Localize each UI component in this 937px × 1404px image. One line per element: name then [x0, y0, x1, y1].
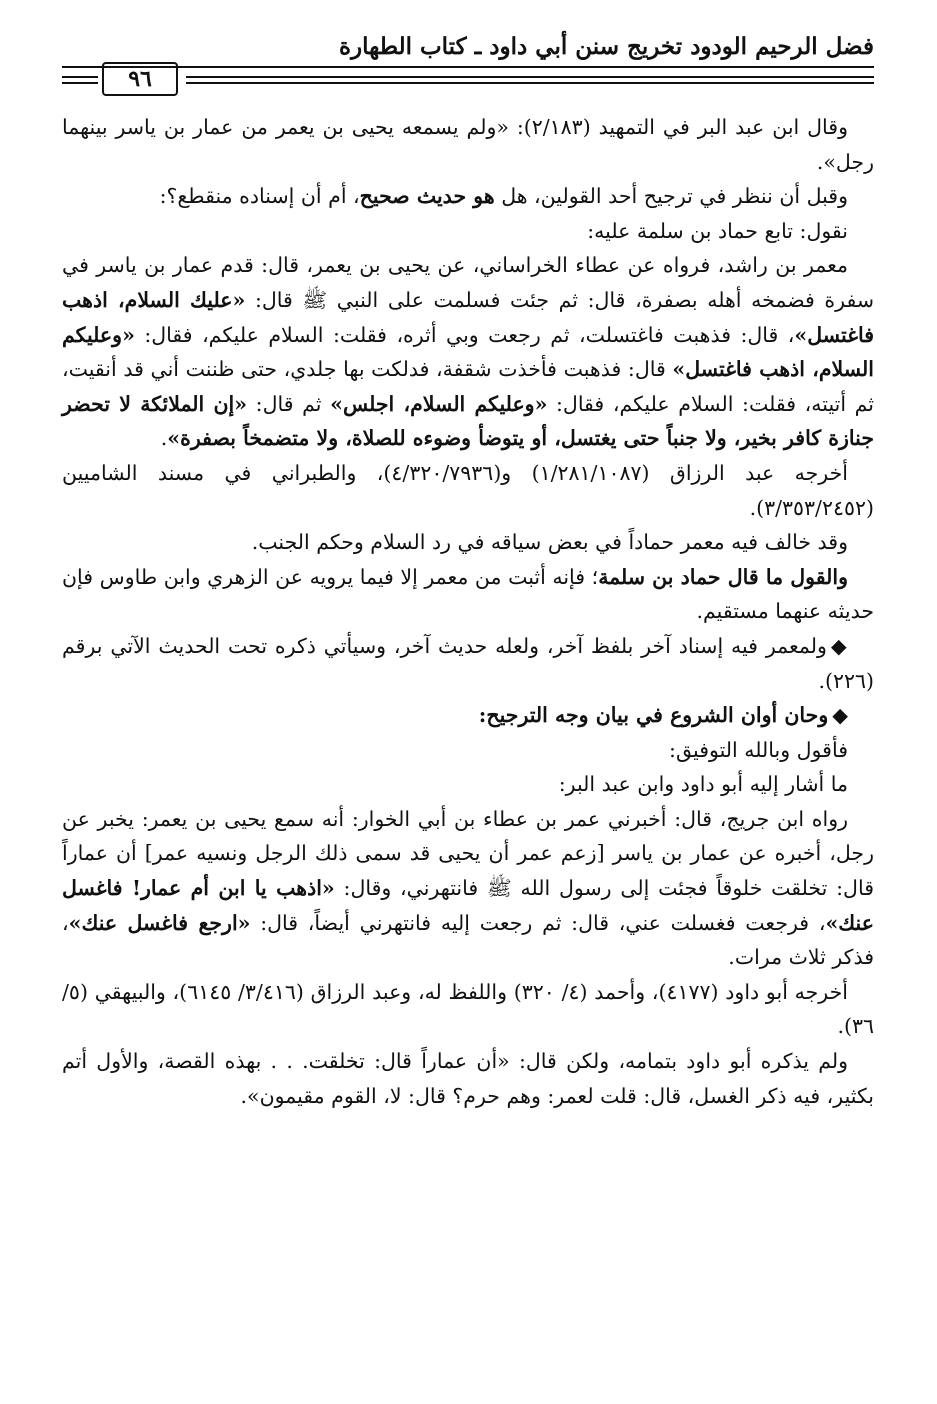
paragraph [62, 1044, 874, 1113]
bullet-mark-icon: ◆ [830, 633, 848, 658]
text-run: ، فذكر ثلاث مرات. [62, 910, 874, 970]
paragraph [62, 560, 874, 629]
text-run: أخرجه عبد الرزاق (١/٢٨١/١٠٨٧) و(٤/٣٢٠/٧٩٣٦)، والطبراني في مسند الشاميين (٣/٣٥٣/٢٤٥٢). [62, 460, 874, 520]
text-run: رواه ابن جريج، قال: أخبرني عمر بن عطاء بن أبي الخوار: أنه سمع يحيى بن يعمر: يخبر عن رجل، أخبره عن عمار بن ياسر [زعم عمر أن يحيى قد سمى ذلك الرجل ونسيه عمر] أن عماراً قال: تخلقت خلوقاً فجئت إلى رسول الله ﷺ فانتهرني، وقال: [62, 806, 874, 901]
text-run: ثم قال: [247, 391, 331, 416]
bold-text: هو حديث صحيح [359, 184, 495, 209]
text-run: أخرجه أبو داود (٤١٧٧)، وأحمد (٤/ ٣٢٠) واللفظ له، وعبد الرزاق (٣/٤١٦/ ٦١٤٥)، والبيهقي (٥/ ٣٦). [62, 979, 874, 1039]
paragraph [62, 110, 874, 179]
paragraph [62, 214, 874, 249]
text-run: ولم يذكره أبو داود بتمامه، ولكن قال: «أن عماراً قال: تخلقت. . . بهذه القصة، والأول أتم بكثير، فيه ذكر الغسل، قال: قلت لعمر: وهم حرم؟ قال: لا، القوم مقيمون». [62, 1049, 874, 1108]
text-run: نقول: تابع حماد بن سلمة عليه: [587, 218, 848, 243]
header-rule-right [186, 76, 874, 78]
text-run: ؛ فإنه أثبت من معمر إلا فيما يرويه عن الزهري وابن طاوس فإن حديثه عنهما مستقيم. [62, 564, 874, 624]
text-run: وقبل أن ننظر في ترجيح أحد القولين، هل [494, 184, 848, 209]
header-rule-left-2 [62, 82, 98, 84]
body-text [62, 110, 874, 1113]
bold-text: «عليك السلام، اذهب فاغتسل» [62, 287, 874, 347]
paragraph [62, 179, 874, 214]
paragraph [62, 456, 874, 525]
page-number: ٩٦ [128, 66, 152, 92]
page-header [62, 30, 874, 94]
text-run: فأقول وبالله التوفيق: [669, 737, 848, 762]
text-run: ما أشار إليه أبو داود وابن عبد البر: [558, 772, 848, 797]
bold-text: «ارجع فاغسل عنك» [68, 910, 251, 935]
text-run: ، أم أن إسناده منقطع؟: [159, 184, 360, 209]
paragraph [62, 698, 874, 733]
text-run: وقال ابن عبد البر في التمهيد (٢/١٨٣): «ولم يسمعه يحيى بن يعمر من عمار بن ياسر بينهما رجل». [62, 115, 874, 174]
paragraph [62, 975, 874, 1044]
paragraph [62, 802, 874, 975]
header-rule-right-2 [186, 82, 874, 84]
bold-text: «وعليكم السلام، اجلس» [330, 391, 548, 416]
bold-text: «اذهب يا ابن أم عمار! فاغسل عنك» [62, 876, 874, 935]
running-title: فضل الرحيم الودود تخريج سنن أبي داود ـ كتاب الطهارة [338, 33, 874, 60]
paragraph [62, 525, 874, 560]
paragraph [62, 629, 874, 698]
text-run: قال: فذهبت فأخذت شقفة، فدلكت بها جلدي، حتى ظننت أني قد أنقيت، ثم أتيته، فقلت: السلام عليكم، فقال: [62, 357, 875, 416]
bold-text: وحان أوان الشروع في بيان وجه الترجيح: [478, 703, 829, 728]
text-run: . [160, 426, 168, 451]
paragraph [62, 248, 874, 456]
header-rule-top [62, 66, 874, 68]
bold-text: «وعليكم السلام، اذهب فاغتسل» [62, 322, 874, 382]
bold-text: والقول ما قال حماد بن سلمة [598, 564, 848, 589]
bold-text: «إن الملائكة لا تحضر جنازة كافر بخير، ولا جنباً حتى يغتسل، أو يتوضأ وضوءه للصلاة، ولا متضمخاً بصفرة» [62, 391, 874, 451]
paragraph [62, 767, 874, 802]
text-run: ولمعمر فيه إسناد آخر بلفظ آخر، ولعله حديث آخر، وسيأتي ذكره تحت الحديث الآتي برقم (٢٢٦). [62, 633, 874, 693]
page-number-badge [102, 62, 178, 96]
bullet-mark-icon: ◆ [832, 703, 848, 728]
text-run: ، قال: فذهبت فاغتسلت، ثم رجعت وبي أثره، فقلت: السلام عليكم، فقال: [134, 322, 795, 347]
text-run: ، فرجعت فغسلت عني، قال: ثم رجعت إليه فانتهرني أيضاً، قال: [250, 910, 826, 935]
paragraph [62, 733, 874, 768]
text-run: معمر بن راشد، فرواه عن عطاء الخراساني، عن يحيى بن يعمر، قال: قدم عمار بن ياسر في سفرة فضمخه أهله بصفرة، قال: ثم جئت فسلمت على النبي ﷺ قال: [62, 253, 874, 312]
header-rule-left [62, 76, 98, 78]
text-run: وقد خالف فيه معمر حماداً في بعض سياقه في رد السلام وحكم الجنب. [251, 530, 848, 555]
